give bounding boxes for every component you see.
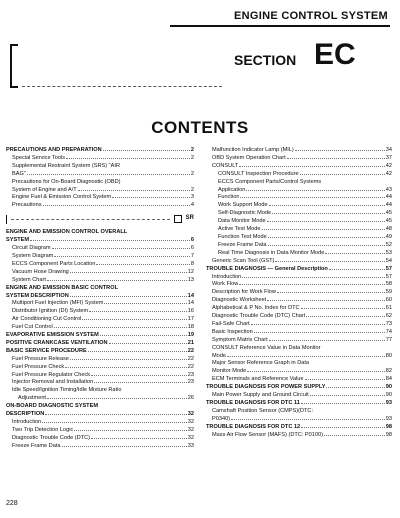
dot-leader <box>227 353 385 357</box>
toc-entry-page: 90 <box>385 384 392 391</box>
toc-entry-page: 60 <box>385 297 392 304</box>
toc-entry-page: 22 <box>187 347 194 354</box>
toc-left-column <box>6 147 194 451</box>
toc-entry <box>206 289 392 297</box>
toc-entry-title: Fuel Pressure Release <box>12 355 69 362</box>
toc-entry-page: 21 <box>187 339 194 346</box>
toc-heading-line: ON-BOARD DIAGNOSTIC SYSTEM <box>6 403 98 410</box>
toc-entry <box>6 356 194 364</box>
toc-entry-title: Multiport Fuel Injection (MFI) System <box>12 300 104 307</box>
dot-leader <box>89 308 187 312</box>
toc-entry-title: Mass Air Flow Sensor (MAFS) (DTC: P0100) <box>212 431 323 438</box>
dot-leader <box>91 372 187 376</box>
toc-entry <box>206 297 392 305</box>
toc-entry <box>206 281 392 289</box>
toc-entry-title: DESCRIPTION <box>6 411 45 418</box>
toc-entry <box>206 218 392 226</box>
toc-heading <box>6 147 194 155</box>
toc-entry-page: 62 <box>385 313 392 320</box>
toc-entry-page: 14 <box>187 300 194 307</box>
dot-leader <box>30 237 190 241</box>
dot-leader <box>324 432 385 436</box>
toc-entry-title: POSITIVE CRANKCASE VENTILATION <box>6 339 108 346</box>
toc-entry-page: 23 <box>187 371 194 378</box>
toc-entry-page: 52 <box>385 241 392 248</box>
dot-leader <box>269 202 385 206</box>
dot-leader <box>47 277 187 281</box>
toc-entry <box>6 316 194 324</box>
toc-entry <box>206 194 392 202</box>
dot-leader <box>54 324 187 328</box>
toc-entry-title: Fuel Pressure Regulator Check <box>12 371 91 378</box>
dot-leader <box>325 250 384 254</box>
dot-leader <box>74 427 187 431</box>
sr-box-icon <box>174 215 182 223</box>
section-bracket-top-tick <box>10 44 18 46</box>
toc-entry-page: 22 <box>187 363 194 370</box>
dot-leader <box>70 293 187 297</box>
toc-entry-title: Special Service Tools <box>12 154 66 161</box>
toc-entry-page: 33 <box>187 442 194 449</box>
toc-entry-title: TROUBLE DIAGNOSIS FOR POWER SUPPLY <box>206 384 326 391</box>
toc-entry <box>6 379 194 387</box>
toc-entry-title: CONSULT <box>212 162 239 169</box>
toc-entry-title: P0340) <box>212 415 231 422</box>
dot-leader <box>231 416 385 420</box>
toc-entry-title: TROUBLE DIAGNOSIS FOR DTC 12 <box>206 423 301 430</box>
toc-entry-page: 2 <box>190 186 194 193</box>
dot-leader <box>242 274 385 278</box>
section-word: SECTION <box>234 52 297 68</box>
toc-entry-page: 23 <box>187 379 194 386</box>
header-rule <box>170 25 390 27</box>
toc-entry <box>206 187 392 195</box>
toc-entry-page: 73 <box>385 320 392 327</box>
toc-entry-title: Monitor Mode <box>212 368 247 375</box>
toc-entry-line: Idle Speed/Ignition Timing/Idle Mixture Ratio <box>12 387 122 394</box>
toc-entry <box>206 155 392 163</box>
dot-leader <box>112 194 190 198</box>
toc-entry <box>206 210 392 218</box>
toc-entry <box>6 194 194 202</box>
toc-entry-page: 80 <box>385 352 392 359</box>
toc-entry-page: 53 <box>385 249 392 256</box>
toc-entry-title: TROUBLE DIAGNOSIS FOR DTC 11 <box>206 400 300 406</box>
toc-entry <box>206 305 392 313</box>
dot-leader <box>305 376 385 380</box>
toc-entry <box>6 443 194 451</box>
toc-entry-page: 32 <box>187 426 194 433</box>
toc-entry-page: 90 <box>385 392 392 399</box>
toc-entry <box>206 274 392 282</box>
toc-entry-page: 45 <box>385 210 392 217</box>
toc-entry-page: 22 <box>187 355 194 362</box>
dot-leader <box>47 395 187 399</box>
dot-leader <box>42 419 187 423</box>
dot-leader <box>27 171 190 175</box>
toc-entry-title: Diagnostic Worksheet <box>212 297 267 304</box>
dot-leader <box>275 258 384 262</box>
toc-entry-page: 48 <box>385 226 392 233</box>
toc-entry-title: Freeze Frame Data <box>12 442 61 449</box>
toc-entry-page: 4 <box>190 202 194 209</box>
dot-leader <box>70 269 187 273</box>
dot-leader <box>62 443 187 447</box>
toc-entry <box>206 376 392 384</box>
toc-entry-page: 12 <box>187 268 194 275</box>
toc-entry <box>206 329 392 337</box>
toc-heading-line: ENGINE AND EMISSION BASIC CONTROL <box>6 284 118 291</box>
sr-tab-marker <box>6 213 194 225</box>
toc-entry-title: Fail-Safe Chart <box>212 320 250 327</box>
toc-entry-title: Two Trip Detection Logic <box>12 426 74 433</box>
toc-entry-page: 26 <box>187 395 194 402</box>
dot-leader <box>54 253 190 257</box>
header-title: ENGINE CONTROL SYSTEM <box>234 10 388 22</box>
toc-entry-title: Fuel Pressure Check <box>12 363 65 370</box>
toc-heading <box>6 340 194 348</box>
toc-entry-title: Symptom Matrix Chart <box>212 336 268 343</box>
toc-entry-page: 42 <box>385 170 392 177</box>
toc-entry <box>206 163 392 171</box>
section-code: EC <box>314 38 356 71</box>
toc-entry <box>6 171 194 179</box>
toc-entry-title: Data Monitor Mode <box>218 218 266 225</box>
toc-entry-title: System Chart <box>12 276 46 283</box>
dot-leader <box>268 234 385 238</box>
dot-leader <box>301 400 385 404</box>
toc-entry-title: PRECAUTIONS AND PREPARATION <box>6 147 102 153</box>
toc-entry-page: 84 <box>385 376 392 383</box>
toc-entry <box>6 364 194 372</box>
toc-entry <box>206 258 392 266</box>
toc-entry-title: Alphabetical & P No. Index for DTC <box>212 305 300 312</box>
toc-entry-title: Diagnostic Trouble Code (DTC) <box>12 434 91 441</box>
dot-leader <box>91 435 187 439</box>
toc-entry <box>6 187 194 195</box>
toc-entry <box>206 368 392 376</box>
dot-leader <box>326 384 384 388</box>
toc-entry-page: 18 <box>187 324 194 331</box>
toc-heading <box>6 332 194 340</box>
toc-entry-page: 54 <box>385 257 392 264</box>
toc-entry-page: 57 <box>385 273 392 280</box>
toc-entry <box>206 242 392 250</box>
toc-entry <box>206 353 392 361</box>
toc-entry-page: 2 <box>190 147 194 153</box>
toc-entry-page: 77 <box>385 336 392 343</box>
toc-entry-page: 17 <box>187 316 194 323</box>
toc-entry-page: 2 <box>190 170 194 177</box>
toc-entry-title: Real Time Diagnosis in Data Monitor Mode <box>218 249 325 256</box>
dot-leader <box>66 155 190 159</box>
dot-leader <box>310 392 385 396</box>
toc-entry-title: OBD System Operation Chart <box>212 154 286 161</box>
dot-leader <box>306 313 385 317</box>
toc-heading <box>206 384 392 392</box>
toc-entry-title: Malfunction Indicator Lamp (MIL) <box>212 147 294 153</box>
toc-entry-page: 34 <box>385 147 392 153</box>
section-bracket-bottom-tick <box>10 86 18 88</box>
toc-entry-title: Work Support Mode <box>218 202 268 209</box>
toc-entry-page: 58 <box>385 281 392 288</box>
toc-entry-title: BAG" <box>12 170 26 177</box>
toc-entry-title: EVAPORATIVE EMISSION SYSTEM <box>6 332 99 339</box>
dot-leader <box>103 147 190 151</box>
dot-leader <box>82 316 186 320</box>
toc-entry-line: Precautions for On-Board Diagnostic (OBD) <box>12 178 121 185</box>
toc-entry-title: Mode <box>212 352 226 359</box>
toc-entry-page: 74 <box>385 328 392 335</box>
toc-entry-page: 49 <box>385 233 392 240</box>
toc-entry <box>6 435 194 443</box>
toc-entry-title: Engine Fuel & Emission Control System <box>12 194 112 201</box>
dot-leader <box>268 242 385 246</box>
dot-leader <box>247 368 385 372</box>
toc-entry-line: Major Sensor Reference Graph in Data <box>212 360 310 367</box>
sr-label: SR <box>185 215 194 222</box>
dot-leader <box>104 300 186 304</box>
toc-entry <box>6 155 194 163</box>
toc-entry-title: CONSULT Inspection Procedure <box>218 170 299 177</box>
toc-entry-page: 7 <box>190 252 194 259</box>
toc-entry-title: Vacuum Hose Drawing <box>12 268 69 275</box>
dot-leader <box>109 340 187 344</box>
toc-entry-page: 45 <box>385 218 392 225</box>
toc-entry-title: SYSTEM DESCRIPTION <box>6 292 69 299</box>
toc-entry <box>6 308 194 316</box>
toc-entry <box>206 432 392 440</box>
dot-leader <box>240 194 384 198</box>
toc-entry-title: Generic Scan Tool (GST) <box>212 257 275 264</box>
toc-entry-page: 3 <box>190 194 194 201</box>
dot-leader <box>251 321 385 325</box>
toc-heading <box>6 237 194 245</box>
dot-leader <box>272 210 385 214</box>
toc-entry-page: 44 <box>385 202 392 209</box>
toc-entry-title: Function Test Mode <box>218 233 267 240</box>
toc-entry-title: TROUBLE DIAGNOSIS — General Description <box>206 265 328 272</box>
toc-entry <box>206 321 392 329</box>
toc-heading <box>206 400 392 408</box>
dot-leader <box>239 281 384 285</box>
toc-entry <box>206 416 392 424</box>
toc-entry-page: 6 <box>190 245 194 252</box>
dot-leader <box>267 297 384 301</box>
toc-entry <box>6 253 194 261</box>
toc-entry-title: SYSTEM <box>6 237 30 244</box>
dot-leader <box>52 245 190 249</box>
toc-entry-page: 82 <box>385 368 392 375</box>
toc-entry <box>206 234 392 242</box>
toc-entry-title: Circuit Diagram <box>12 245 51 252</box>
toc-heading-line: ENGINE AND EMISSION CONTROL OVERALL <box>6 229 128 236</box>
toc-entry-line: Supplemental Restraint System (SRS) "AIR <box>12 162 120 169</box>
page-number: 228 <box>6 500 18 507</box>
section-dashed-rule <box>22 86 222 88</box>
sr-dashed-line <box>11 219 170 220</box>
toc-entry-line: CONSULT Reference Value in Data Monitor <box>212 344 321 351</box>
toc-entry-line: ECCS Component Parts/Control Systems <box>218 178 322 185</box>
sr-bracket <box>6 215 7 224</box>
dot-leader <box>295 147 385 151</box>
toc-entry-title: ECCS Component Parts Location <box>12 260 96 267</box>
dot-leader <box>246 187 384 191</box>
dot-leader <box>301 305 385 309</box>
toc-entry-page: 44 <box>385 194 392 201</box>
toc-entry-page: 37 <box>385 154 392 161</box>
toc-entry-page: 32 <box>187 434 194 441</box>
toc-entry-page: 32 <box>187 419 194 425</box>
toc-entry <box>206 202 392 210</box>
dot-leader <box>96 261 190 265</box>
toc-entry-page: 61 <box>385 305 392 312</box>
toc-entry-page: 8 <box>190 260 194 267</box>
dot-leader <box>267 218 385 222</box>
toc-entry <box>6 269 194 277</box>
toc-entry-line: Camshaft Position Sensor (CMPS)(DTC: <box>212 407 314 414</box>
toc-entry-title: Adjustment <box>18 395 46 402</box>
dot-leader <box>65 364 187 368</box>
toc-entry-title: System Diagram <box>12 252 54 259</box>
toc-entry <box>6 419 194 427</box>
dot-leader <box>88 348 187 352</box>
dot-leader <box>269 337 385 341</box>
toc-heading <box>206 266 392 274</box>
toc-entry <box>6 427 194 435</box>
toc-entry-title: Distributor Ignition (DI) System <box>12 308 89 315</box>
toc-entry <box>6 324 194 332</box>
dot-leader <box>43 202 190 206</box>
toc-entry-title: Basic Inspection <box>212 328 253 335</box>
toc-entry <box>6 202 194 210</box>
toc-entry <box>6 300 194 308</box>
dot-leader <box>254 329 385 333</box>
toc-entry <box>6 261 194 269</box>
dot-leader <box>100 332 187 336</box>
toc-entry-title: Precautions <box>12 202 42 209</box>
toc-entry <box>206 226 392 234</box>
toc-entry-page: 93 <box>385 415 392 422</box>
toc-entry-title: Air Conditioning Cut Control <box>12 316 82 323</box>
toc-entry-page: 57 <box>385 265 392 272</box>
toc-heading <box>6 293 194 301</box>
toc-entry-page: 42 <box>385 162 392 169</box>
toc-entry <box>6 395 194 403</box>
toc-entry-page: 16 <box>187 308 194 315</box>
toc-entry-title: Fuel Cut Control <box>12 324 53 331</box>
dot-leader <box>70 356 187 360</box>
toc-entry <box>206 337 392 345</box>
dot-leader <box>287 155 385 159</box>
toc-entry <box>206 392 392 400</box>
dot-leader <box>301 424 385 428</box>
toc-entry-title: Introduction <box>212 273 242 280</box>
dot-leader <box>239 163 384 167</box>
toc-entry <box>6 277 194 285</box>
dot-leader <box>78 187 190 191</box>
toc-entry-page: 14 <box>187 292 194 299</box>
toc-entry <box>206 250 392 258</box>
toc-entry-title: System of Engine and A/T <box>12 186 77 193</box>
contents-title: CONTENTS <box>151 118 249 137</box>
toc-entry-title: Function <box>218 194 240 201</box>
toc-entry-title: ECM Terminals and Reference Value <box>212 376 304 383</box>
toc-entry-title: Description for Work Flow <box>212 289 276 296</box>
toc-entry-page: 13 <box>187 276 194 283</box>
toc-entry-page: 98 <box>385 431 392 438</box>
toc-heading <box>206 424 392 432</box>
toc-entry-title: Main Power Supply and Ground Circuit <box>212 392 309 399</box>
toc-entry-title: Diagnostic Trouble Code (DTC) Chart <box>212 313 306 320</box>
toc-right-column <box>206 147 392 440</box>
toc-entry-title: Active Test Mode <box>218 226 261 233</box>
toc-entry <box>6 245 194 253</box>
toc-entry-title: Injector Removal and Installation <box>12 379 94 386</box>
dot-leader <box>45 411 187 415</box>
dot-leader <box>94 379 187 383</box>
toc-heading <box>6 411 194 419</box>
dot-leader <box>300 171 385 175</box>
toc-entry <box>206 171 392 179</box>
toc-entry-page: 6 <box>190 237 194 244</box>
dot-leader <box>329 266 385 270</box>
toc-entry-page: 59 <box>385 289 392 296</box>
section-bracket-left <box>10 44 12 88</box>
toc-entry-title: BASIC SERVICE PROCEDURE <box>6 347 87 354</box>
toc-entry-page: 2 <box>190 154 194 161</box>
toc-entry-page: 98 <box>385 423 392 430</box>
toc-heading <box>6 348 194 356</box>
toc-entry-title: Introduction <box>12 419 42 425</box>
toc-entry-title: Work Flow <box>212 281 239 288</box>
toc-entry <box>6 372 194 380</box>
toc-entry-page: 32 <box>187 411 194 418</box>
dot-leader <box>277 289 385 293</box>
toc-entry-title: Self-Diagnostic Mode <box>218 210 272 217</box>
toc-entry-title: Application <box>218 186 246 193</box>
toc-entry-page: 19 <box>187 332 194 339</box>
toc-entry <box>206 313 392 321</box>
toc-entry-title: Freeze Frame Data <box>218 241 267 248</box>
toc-entry-page: 43 <box>385 186 392 193</box>
dot-leader <box>262 226 385 230</box>
toc-entry-page: 93 <box>385 400 392 406</box>
toc-entry <box>206 147 392 155</box>
